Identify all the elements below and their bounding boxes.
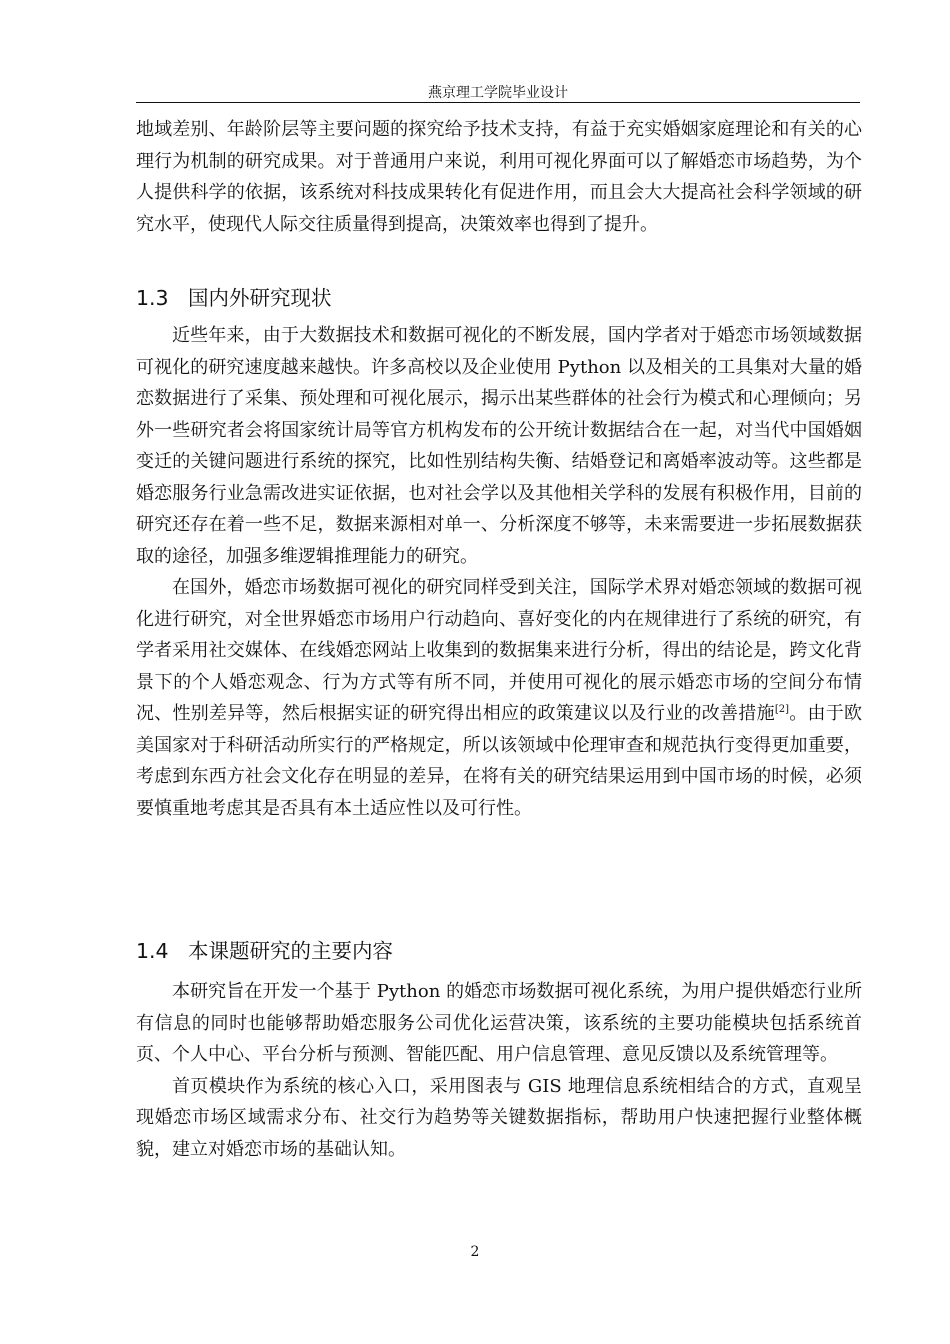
section-number: 1.3 [136,286,169,310]
paragraph-text: 在国外，婚恋市场数据可视化的研究同样受到关注，国际学术界对婚恋领域的数据可视化进行研究，对全世界婚恋市场用户行动趋向、喜好变化的内在规律进行了系统的研究，有学者采用社交媒体、在线婚恋网站上收集到的数据集来进行分析，得出的结论是，跨文化背景下的个人婚恋观念、行为方式等有所不同，并使用可视化的展示婚恋市场的空间分布情况、性别差异等，然后根据实证的研究得出相应的政策建议以及行业的改善措施 [136,577,862,724]
citation-ref: [2] [774,704,789,715]
paragraph-text: 。由于欧美国家对于科研活动所实行的严格规定，所以该领域中伦理审查和规范执行变得更加重要，考虑到东西方社会文化存在明显的差异，在将有关的研究结果运用到中国市场的时候，必须要慎重地考虑其是否具有本土适应性以及可行性。 [136,703,863,819]
intro-text-block [136,114,862,240]
page-number: 2 [470,1244,480,1260]
paragraph: 近些年来，由于大数据技术和数据可视化的不断发展，国内学者对于婚恋市场领域数据可视化的研究速度越来越快。许多高校以及企业使用 Python 以及相关的工具集对大量的婚恋数据进行了采集、预处理和可视化展示，揭示出某些群体的社会行为模式和心理倾向；另外一些研究者会将国家统计局等官方机构发布的公开统计数据结合在一起，对当代中国婚姻变迁的关键问题进行系统的探究，比如性别结构失衡、结婚登记和离婚率波动等。这些都是婚恋服务行业急需改进实证依据，也对社会学以及其他相关学科的发展有积极作用，目前的研究还存在着一些不足，数据来源相对单一、分析深度不够等，未来需要进一步拓展数据获取的途径，加强多维逻辑推理能力的研究。 [136,325,862,567]
section-1-4-body [136,976,862,1165]
paragraph: 本研究旨在开发一个基于 Python 的婚恋市场数据可视化系统，为用户提供婚恋行业所有信息的同时也能够帮助婚恋服务公司优化运营决策，该系统的主要功能模块包括系统首页、个人中心、平台分析与预测、智能匹配、用户信息管理、意见反馈以及系统管理等。 [136,981,862,1065]
running-header: 燕京理工学院毕业设计 [428,85,568,101]
section-1-3-body [136,320,862,824]
paragraph [136,572,862,824]
section-title: 本课题研究的主要内容 [188,939,393,963]
section-title: 国内外研究现状 [188,286,332,310]
section-heading-1-4 [136,936,393,966]
header-divider [136,102,860,103]
paragraph: 首页模块作为系统的核心入口，采用图表与 GIS 地理信息系统相结合的方式，直观呈现婚恋市场区域需求分布、社交行为趋势等关键数据指标，帮助用户快速把握行业整体概貌，建立对婚恋市场的基础认知。 [136,1075,862,1160]
section-heading-1-3 [136,283,332,313]
intro-paragraph: 地域差别、年龄阶层等主要问题的探究给予技术支持，有益于充实婚姻家庭理论和有关的心理行为机制的研究成果。对于普通用户来说，利用可视化界面可以了解婚恋市场趋势，为个人提供科学的依据，该系统对科技成果转化有促进作用，而且会大大提高社会科学领域的研究水平，使现代人际交往质量得到提高，决策效率也得到了提升。 [136,119,862,235]
section-number: 1.4 [136,939,169,963]
